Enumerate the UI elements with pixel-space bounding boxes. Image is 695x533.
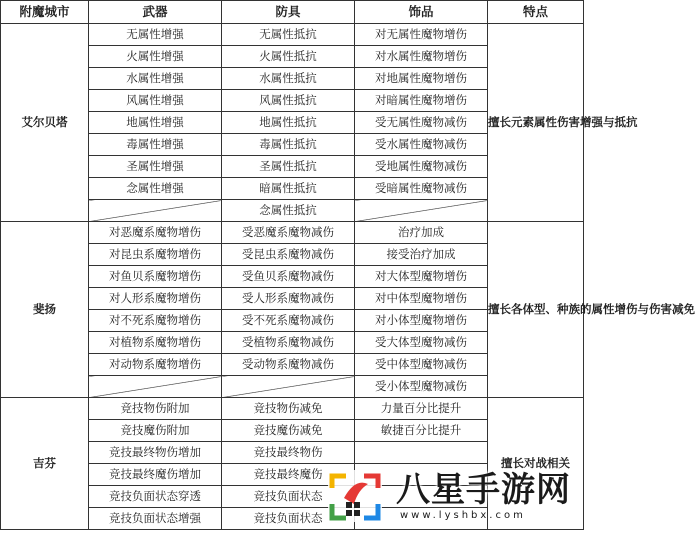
weapon-cell: 对鱼贝系魔物增伤 [89, 266, 222, 288]
armor-cell: 火属性抵抗 [222, 46, 355, 68]
table-row [1, 222, 584, 244]
weapon-cell: 对植物系魔物增伤 [89, 332, 222, 354]
accessory-empty-cell [355, 200, 488, 222]
accessory-cell: 受大体型魔物减伤 [355, 332, 488, 354]
armor-cell: 受昆虫系魔物减伤 [222, 244, 355, 266]
accessory-cell: 接受治疗加成 [355, 244, 488, 266]
armor-cell: 竞技最终魔伤 [222, 464, 355, 486]
armor-cell: 受不死系魔物减伤 [222, 310, 355, 332]
armor-cell: 竞技负面状态 [222, 486, 355, 508]
accessory-cell: 力量百分比提升 [355, 398, 488, 420]
weapon-cell: 竞技最终魔伤增加 [89, 464, 222, 486]
header-feature: 特点 [488, 1, 584, 24]
accessory-cell: 对小体型魔物增伤 [355, 310, 488, 332]
accessory-cell: 受中体型魔物减伤 [355, 354, 488, 376]
weapon-cell: 毒属性增强 [89, 134, 222, 156]
armor-cell: 地属性抵抗 [222, 112, 355, 134]
table-row [1, 24, 584, 46]
weapon-cell: 圣属性增强 [89, 156, 222, 178]
accessory-cell: 受水属性魔物减伤 [355, 134, 488, 156]
weapon-cell: 竞技物伤附加 [89, 398, 222, 420]
table-header-row [1, 1, 584, 24]
city-cell: 斐扬 [1, 222, 89, 398]
site-logo-icon [324, 464, 386, 526]
feature-cell: 擅长对战相关 [488, 398, 584, 530]
accessory-cell: 敏捷百分比提升 [355, 420, 488, 442]
accessory-cell: 受无属性魔物减伤 [355, 112, 488, 134]
weapon-cell: 对人形系魔物增伤 [89, 288, 222, 310]
weapon-cell: 火属性增强 [89, 46, 222, 68]
armor-cell: 暗属性抵抗 [222, 178, 355, 200]
city-cell: 艾尔贝塔 [1, 24, 89, 222]
weapon-cell: 竞技最终物伤增加 [89, 442, 222, 464]
watermark [318, 456, 584, 533]
watermark-site-name: 八星手游网 [396, 470, 571, 510]
weapon-cell: 对动物系魔物增伤 [89, 354, 222, 376]
weapon-cell: 竞技负面状态增强 [89, 508, 222, 530]
weapon-cell: 对恶魔系魔物增伤 [89, 222, 222, 244]
weapon-cell: 水属性增强 [89, 68, 222, 90]
weapon-cell: 风属性增强 [89, 90, 222, 112]
armor-cell: 受植物系魔物减伤 [222, 332, 355, 354]
weapon-empty-cell [89, 376, 222, 398]
weapon-cell: 无属性增强 [89, 24, 222, 46]
table-row [1, 398, 584, 420]
accessory-cell: 对大体型魔物增伤 [355, 266, 488, 288]
header-accessory: 饰品 [355, 1, 488, 24]
weapon-cell: 竞技负面状态穿透 [89, 486, 222, 508]
watermark-url: www.lyshbx.com [400, 510, 526, 521]
accessory-cell: 治疗加成 [355, 222, 488, 244]
armor-cell: 风属性抵抗 [222, 90, 355, 112]
city-cell: 吉芬 [1, 398, 89, 530]
accessory-cell: 对地属性魔物增伤 [355, 68, 488, 90]
header-city: 附魔城市 [1, 1, 89, 24]
weapon-empty-cell [89, 200, 222, 222]
armor-cell: 受人形系魔物减伤 [222, 288, 355, 310]
armor-cell: 竞技物伤减免 [222, 398, 355, 420]
armor-cell: 受恶魔系魔物减伤 [222, 222, 355, 244]
armor-cell: 竞技魔伤减免 [222, 420, 355, 442]
armor-empty-cell [222, 376, 355, 398]
weapon-cell: 对不死系魔物增伤 [89, 310, 222, 332]
weapon-cell: 对昆虫系魔物增伤 [89, 244, 222, 266]
armor-cell: 竞技负面状态 [222, 508, 355, 530]
feature-cell: 擅长元素属性伤害增强与抵抗 [488, 24, 584, 222]
weapon-cell: 竞技魔伤附加 [89, 420, 222, 442]
armor-cell: 受鱼贝系魔物减伤 [222, 266, 355, 288]
table-body [1, 24, 695, 530]
feature-cell: 擅长各体型、种族的属性增伤与伤害减免 [488, 222, 584, 398]
accessory-cell: 受小体型魔物减伤 [355, 376, 488, 398]
accessory-cell: 对中体型魔物增伤 [355, 288, 488, 310]
header-weapon: 武器 [89, 1, 222, 24]
accessory-cell: 受地属性魔物减伤 [355, 156, 488, 178]
accessory-cell: 对无属性魔物增伤 [355, 24, 488, 46]
armor-cell: 圣属性抵抗 [222, 156, 355, 178]
armor-cell: 无属性抵抗 [222, 24, 355, 46]
armor-cell: 念属性抵抗 [222, 200, 355, 222]
armor-cell: 受动物系魔物减伤 [222, 354, 355, 376]
weapon-cell: 地属性增强 [89, 112, 222, 134]
accessory-cell: 受暗属性魔物减伤 [355, 178, 488, 200]
accessory-cell: 对暗属性魔物增伤 [355, 90, 488, 112]
accessory-cell: 对水属性魔物增伤 [355, 46, 488, 68]
armor-cell: 竞技最终物伤 [222, 442, 355, 464]
armor-cell: 水属性抵抗 [222, 68, 355, 90]
weapon-cell: 念属性增强 [89, 178, 222, 200]
armor-cell: 毒属性抵抗 [222, 134, 355, 156]
header-armor: 防具 [222, 1, 355, 24]
